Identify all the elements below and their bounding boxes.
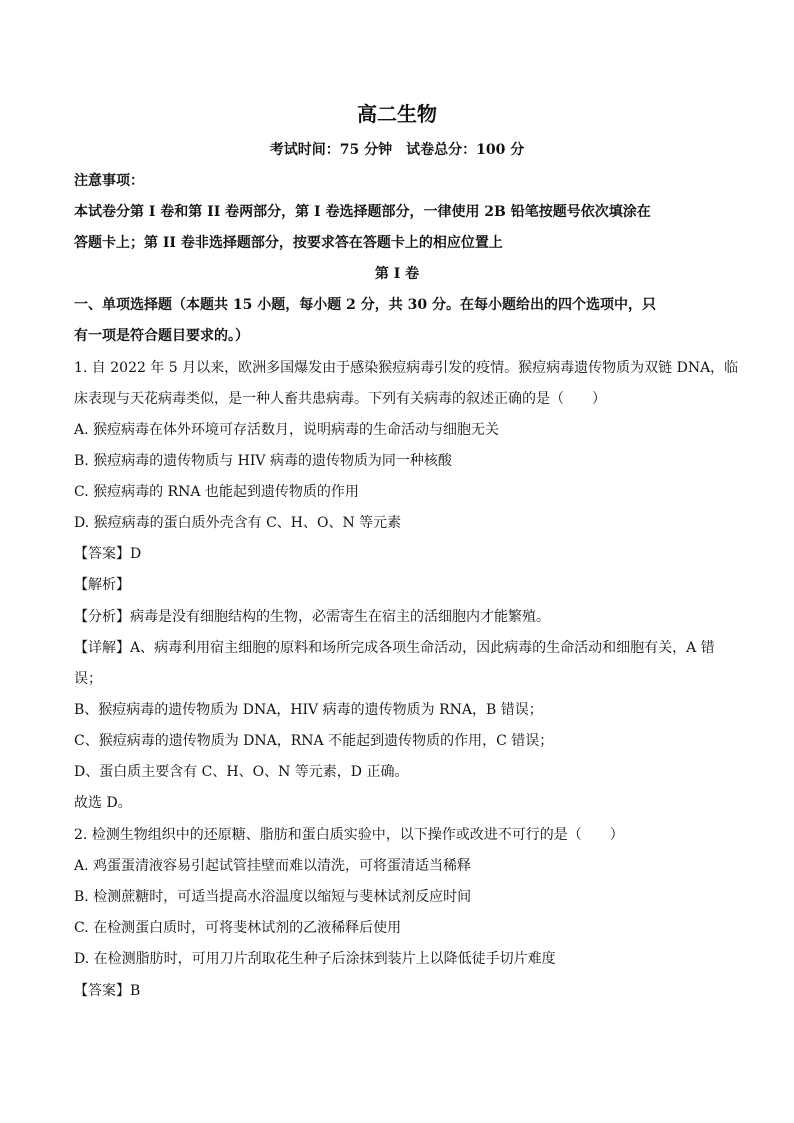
q2-option-d: D. 在检测脂肪时，可用刀片刮取花生种子后涂抹到装片上以降低徒手切片难度	[74, 951, 556, 967]
q1-analysis-label: 【解析】	[74, 577, 130, 593]
notice-line-2: 答题卡上；第 II 卷非选择题部分，按要求答在答题卡上的相应位置上	[74, 235, 503, 251]
q2-option-b: B. 检测蔗糖时，可适当提高水浴温度以缩短与斐林试剂反应时间	[74, 889, 472, 905]
q1-conclusion: 故选 D。	[74, 795, 132, 811]
q1-fenxi: 【分析】病毒是没有细胞结构的生物，必需寄生在宿主的活细胞内才能繁殖。	[74, 609, 550, 625]
q2-option-c: C. 在检测蛋白质时，可将斐林试剂的乙液稀释后使用	[74, 920, 402, 936]
q1-detail-c: C、猴痘病毒的遗传物质为 DNA，RNA 不能起到遗传物质的作用，C 错误；	[74, 733, 554, 749]
q2-answer: 【答案】B	[74, 983, 141, 999]
q1-stem-line-1: 1. 自 2022 年 5 月以来，欧洲多国爆发由于感染猴痘病毒引发的疫情。猴痘病毒遗传物质为双链 DNA，临	[74, 360, 739, 376]
page-title: 高二生物	[357, 102, 437, 126]
q1-detail-line-1: 【详解】A、病毒利用宿主细胞的原料和场所完成各项生命活动，因此病毒的生命活动和细胞有关，A 错	[74, 640, 715, 656]
section-heading-line-2: 有一项是符合题目要求的。）	[74, 328, 249, 344]
q1-option-a: A. 猴痘病毒在体外环境可存活数月，说明病毒的生命活动与细胞无关	[74, 422, 500, 438]
section-heading-line-1: 一、单项选择题（本题共 15 小题，每小题 2 分，共 30 分。在每小题给出的四个选项中，只	[74, 297, 656, 313]
notice-line-1: 本试卷分第 I 卷和第 II 卷两部分，第 I 卷选择题部分，一律使用 2B 铅笔按题号依次填涂在	[74, 204, 651, 220]
q2-option-a: A. 鸡蛋蛋清液容易引起试管挂壁而难以清洗，可将蛋清适当稀释	[74, 858, 472, 874]
q1-stem-line-2: 床表现与天花病毒类似，是一种人畜共患病毒。下列有关病毒的叙述正确的是（ ）	[74, 391, 606, 407]
q1-detail-line-2: 误；	[74, 671, 102, 687]
notice-label: 注意事项：	[74, 173, 144, 189]
q1-detail-b: B、猴痘病毒的遗传物质为 DNA，HIV 病毒的遗传物质为 RNA，B 错误；	[74, 702, 543, 718]
q2-stem: 2. 检测生物组织中的还原糖、脂肪和蛋白质实验中，以下操作或改进不可行的是（ ）	[74, 827, 624, 843]
exam-info: 考试时间：75 分钟 试卷总分：100 分	[269, 142, 525, 158]
q1-detail-d: D、蛋白质主要含有 C、H、O、N 等元素，D 正确。	[74, 764, 409, 780]
q1-answer: 【答案】D	[74, 546, 142, 562]
q1-option-c: C. 猴痘病毒的 RNA 也能起到遗传物质的作用	[74, 484, 359, 500]
volume-heading: 第 I 卷	[374, 266, 420, 282]
q1-option-d: D. 猴痘病毒的蛋白质外壳含有 C、H、O、N 等元素	[74, 515, 402, 531]
q1-option-b: B. 猴痘病毒的遗传物质与 HIV 病毒的遗传物质为同一种核酸	[74, 453, 452, 469]
